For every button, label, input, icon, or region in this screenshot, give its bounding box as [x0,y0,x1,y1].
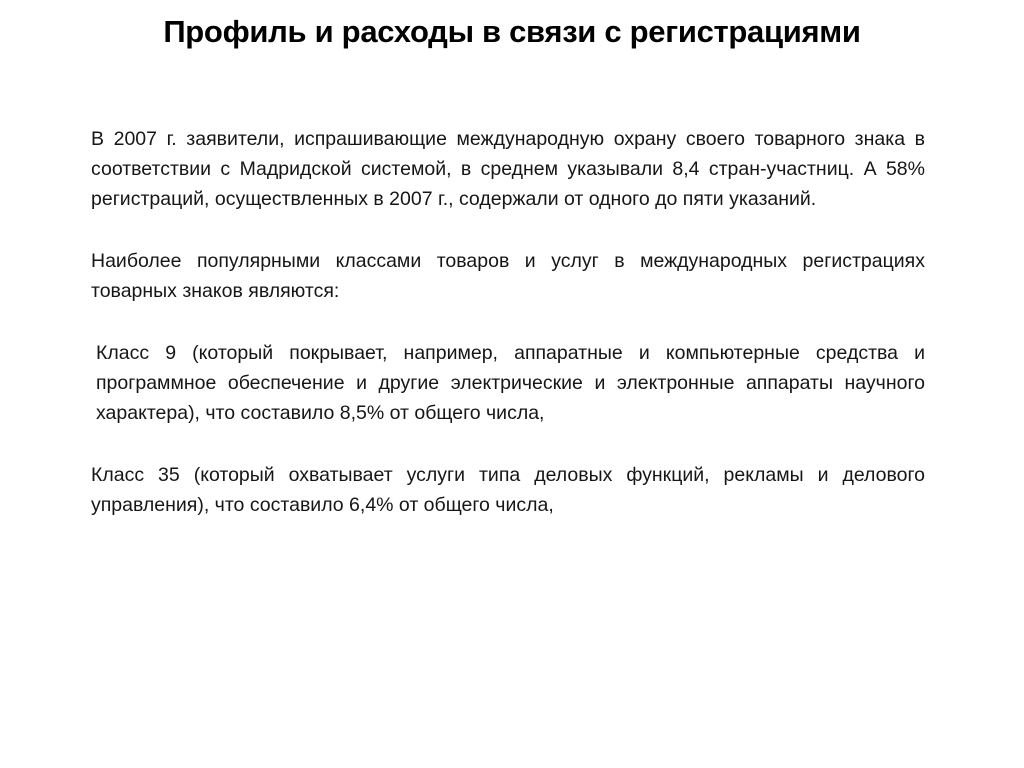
paragraph-registration-stats: В 2007 г. заявители, испрашивающие международную охрану своего товарного знака в соответствии с Мадридской системой, в среднем указывали 8,4 стран-участниц. А 58% регистраций, осуществленных в 2007 г., содержали от одного до пяти указаний. [91,128,925,210]
slide-body [91,124,925,520]
paragraph-class-9: Класс 9 (который покрывает, например, аппаратные и компьютерные средства и программное обеспечение и другие электрические и электронные аппараты научного характера), что составило 8,5% от общего числа, [96,342,925,424]
paragraph-popular-classes-intro: Наиболее популярными классами товаров и услуг в международных регистрациях товарных знаков являются: [91,250,925,302]
paragraph-class-35: Класс 35 (который охватывает услуги типа деловых функций, рекламы и делового управления), что составило 6,4% от общего числа, [91,464,925,516]
slide-title: Профиль и расходы в связи с регистрациями [163,14,861,49]
